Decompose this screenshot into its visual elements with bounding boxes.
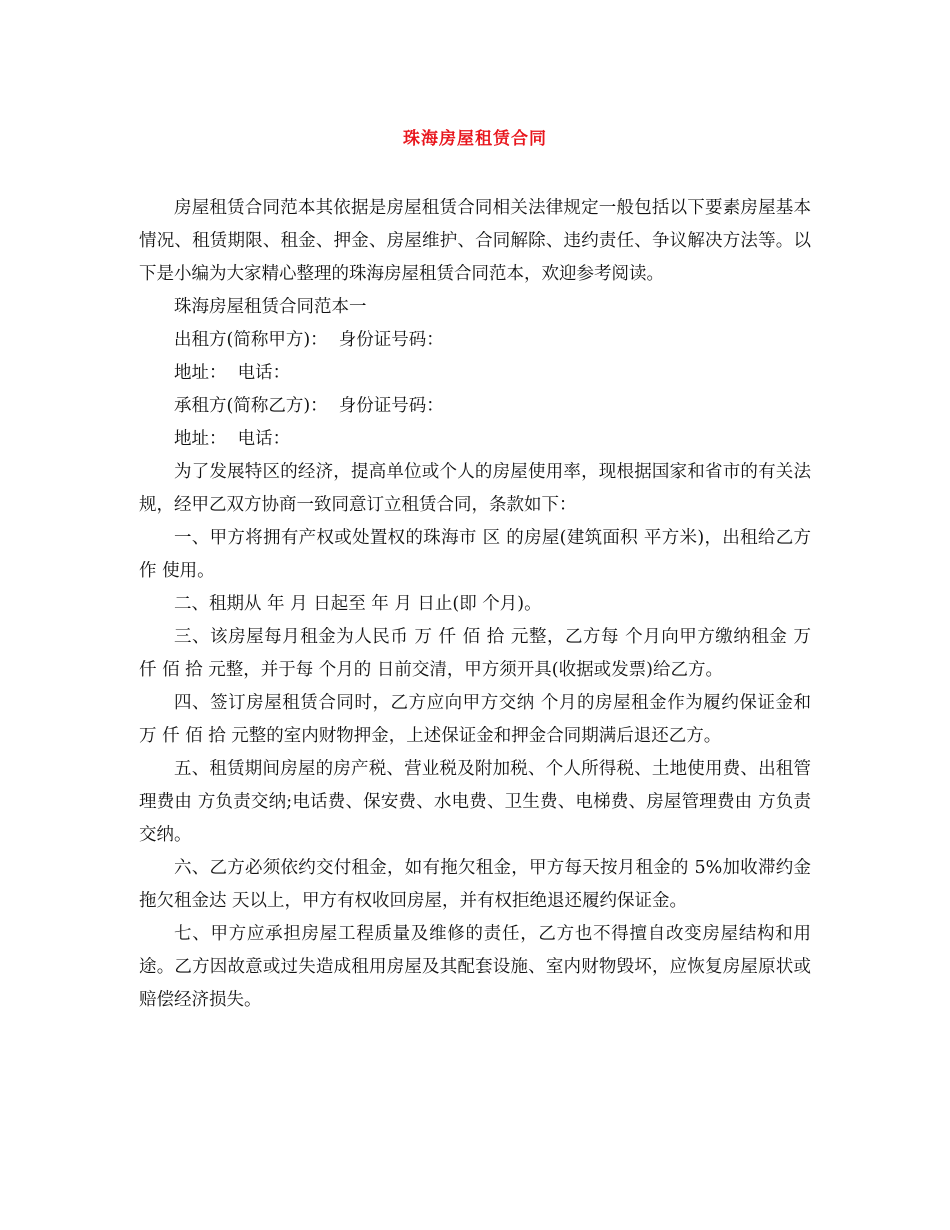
clause-4: 四、签订房屋租赁合同时，乙方应向甲方交纳 个月的房屋租金作为履约保证金和 万 仟 佰 拾 元整的室内财物押金，上述保证金和押金合同期满后退还乙方。 [139,693,817,746]
intro-paragraph: 房屋租赁合同范本其依据是房屋租赁合同相关法律规定一般包括以下要素房屋基本情况、租赁期限、租金、押金、房屋维护、合同解除、违约责任、争议解决方法等。以下是小编为大家精心整理的珠海房屋租赁合同范本，欢迎参考阅读。 [139,198,811,284]
preamble-paragraph: 为了发展特区的经济，提高单位或个人的房屋使用率，现根据国家和省市的有关法规，经甲乙双方协商一致同意订立租赁合同，条款如下： [139,462,811,515]
clause-3: 三、该房屋每月租金为人民币 万 仟 佰 拾 元整，乙方每 个月向甲方缴纳租金 万 仟 佰 拾 元整，并于每 个月的 日前交清，甲方须开具(收据或发票)给乙方。 [139,627,817,680]
clause-5: 五、租赁期间房屋的房产税、营业税及附加税、个人所得税、土地使用费、出租管理费由 方负责交纳;电话费、保安费、水电费、卫生费、电梯费、房屋管理费由 方负责交纳。 [139,759,811,845]
clause-1: 一、甲方将拥有产权或处置权的珠海市 区 的房屋(建筑面积 平方米)，出租给乙方作 使用。 [139,528,811,581]
clause-7: 七、甲方应承担房屋工程质量及维修的责任，乙方也不得擅自改变房屋结构和用途。乙方因故意或过失造成租用房屋及其配套设施、室内财物毁坏，应恢复房屋原状或赔偿经济损失。 [139,924,811,1010]
lessor-line: 出租方(简称甲方)： 身份证号码： [174,330,444,350]
clause-2: 二、租期从 年 月 日起至 年 月 日止(即 个月)。 [174,594,542,614]
lessee-address-line: 地址： 电话： [174,429,291,449]
document-body [139,192,817,1017]
document-title: 珠海房屋租赁合同 [403,129,547,149]
lessee-line: 承租方(简称乙方)： 身份证号码： [174,396,444,416]
clause-6: 六、乙方必须依约交付租金，如有拖欠租金，甲方每天按月租金的 5%加收滞约金拖欠租金达 天以上，甲方有权收回房屋，并有权拒绝退还履约保证金。 [139,858,811,911]
lessor-address-line: 地址： 电话： [174,363,291,383]
template-heading: 珠海房屋租赁合同范本一 [174,297,367,317]
